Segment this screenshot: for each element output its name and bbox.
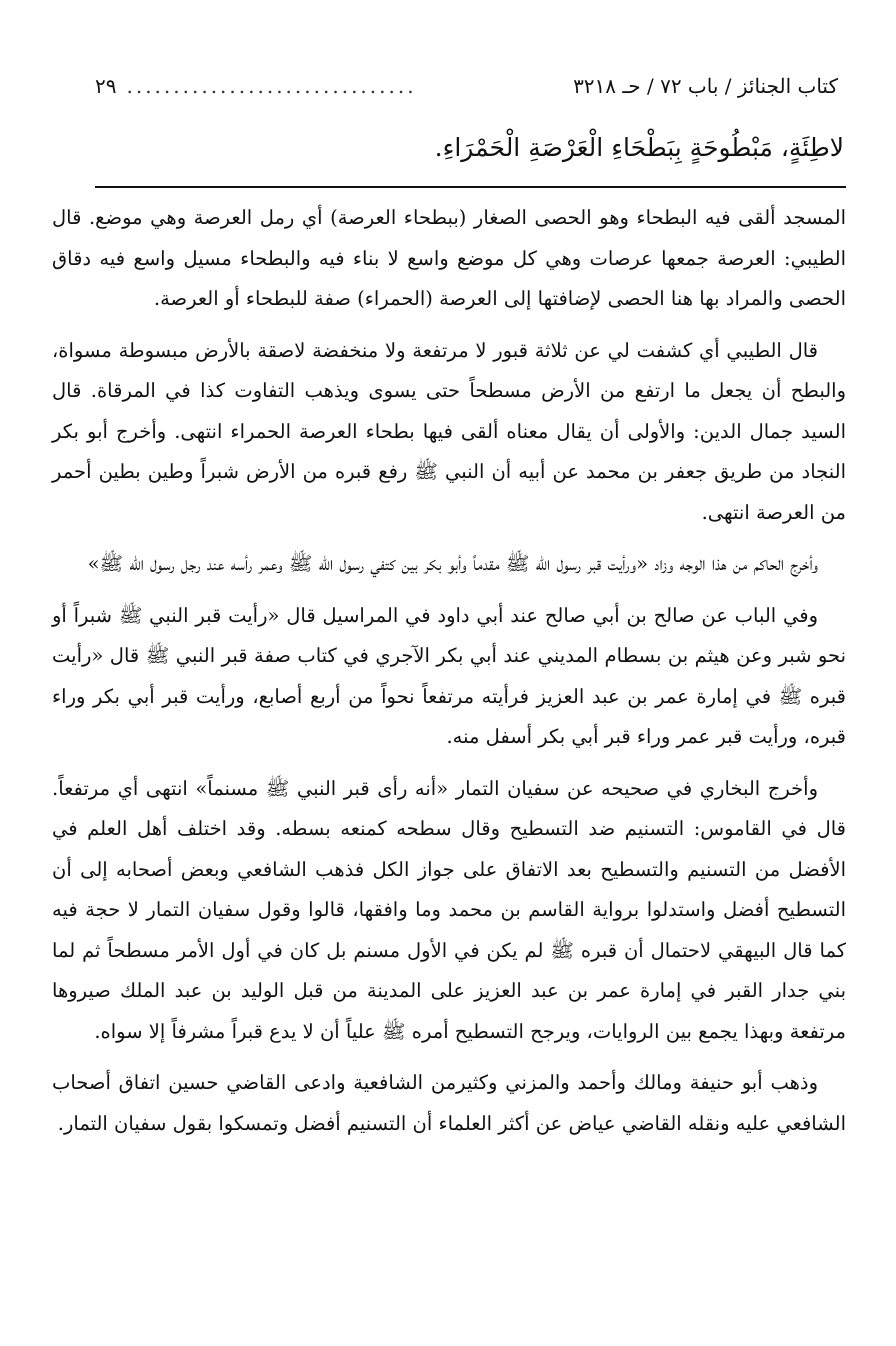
- separator-rule: [95, 186, 846, 188]
- page-number: ٢٩: [95, 74, 117, 98]
- commentary-paragraph-6: وذهب أبو حنيفة ومالك وأحمد والمزني وكثيرمن الشافعية وادعى القاضي حسين اتفاق أصحاب الشافعي عليه ونقله القاضي عياض عن أكثر العلماء أن التسنيم أفضل وتمسكوا بقول سفيان التمار.: [52, 1071, 846, 1135]
- leader-dots: ...............................: [126, 74, 417, 98]
- commentary: [52, 198, 846, 1155]
- commentary-paragraph-5: وأخرج البخاري في صحيحه عن سفيان التمار «أنه رأى قبر النبي ﷺ مسنماً» انتهى أي مرتفعاً. قال في القاموس: التسنيم ضد التسطيح وقال سطحه كمنعه بسطه. وقد اختلف أهل العلم في الأفضل من التسنيم والتسطيح بعد الاتفاق على جواز الكل فذهب الشافعي وبعض أصحابه إلى أن التسطيح أفضل واستدلوا برواية القاسم بن محمد وما وافقها، قالوا وقول سفيان التمار لا حجة فيه كما قال البيهقي لاحتمال أن قبره ﷺ لم يكن في الأول مسنم بل كان في أول الأمر مسطحاً ثم لما بني جدار القبر في إمارة عمر بن عبد العزيز على المدينة من قبل الوليد بن عبد الملك صيروها مرتفعة وبهذا يجمع بين الروايات، ويرجح التسطيح أمره ﷺ علياً أن لا يدع قبراً مشرفاً إلا سواه.: [52, 776, 846, 1043]
- commentary-paragraph-1: المسجد ألقى فيه البطحاء وهو الحصى الصغار (ببطحاء العرصة) أي رمل العرصة وهي موضع. قال الطيبي: العرصة جمعها عرصات وهي كل موضع واسع لا بناء فيه والبطحاء مسيل واسع فيه دقاق الحصى والمراد بها هنا الحصى لإضافتها إلى العرصة (الحمراء) صفة للبطحاء أو العرصة.: [52, 206, 846, 310]
- chapter-reference: كتاب الجنائز / باب ٧٢ / حـ ٣٢١٨: [573, 74, 838, 98]
- commentary-paragraph-4: وفي الباب عن صالح بن أبي صالح عند أبي داود في المراسيل قال «رأيت قبر النبي ﷺ شبراً أو نحو شبر وعن هيثم بن بسطام المديني عند أبي بكر الآجري في كتاب صفة قبر النبي ﷺ قال «رأيت قبره ﷺ في إمارة عمر بن عبد العزيز فرأيته مرتفعاً نحواً من أربع أصابع، ورأيت قبر أبي بكر وراء قبره، ورأيت قبر عمر وراء قبر أبي بكر أسفل منه.: [52, 603, 846, 748]
- commentary-paragraph-3: وأخرج الحاكم من هذا الوجه وزاد «ورأيت قبر رسول الله ﷺ مقدماً وأبو بكر بين كتفي رسول الله ﷺ وعمر رأسه عند رجل رسول الله ﷺ»: [87, 552, 818, 575]
- hadith-text: لاطِئَةٍ، مَبْطُوحَةٍ بِبَطْحَاءِ الْعَرْصَةِ الْحَمْرَاءِ.: [434, 133, 844, 162]
- running-header: [95, 68, 838, 104]
- commentary-paragraph-2: قال الطيبي أي كشفت لي عن ثلاثة قبور لا مرتفعة ولا منخفضة لاصقة بالأرض مبسوطة مسواة، والبطح أن يجعل ما ارتفع من الأرض مسطحاً حتى يسوى ويذهب التفاوت كذا في المرقاة. قال السيد جمال الدين: والأولى أن يقال معناه ألقى فيها بطحاء العرصة الحمراء انتهى. وأخرج أبو بكر النجاد من طريق جعفر بن محمد عن أبيه أن النبي ﷺ رفع قبره من الأرض شبراً وطين بطين أحمر من العرصة انتهى.: [52, 338, 846, 524]
